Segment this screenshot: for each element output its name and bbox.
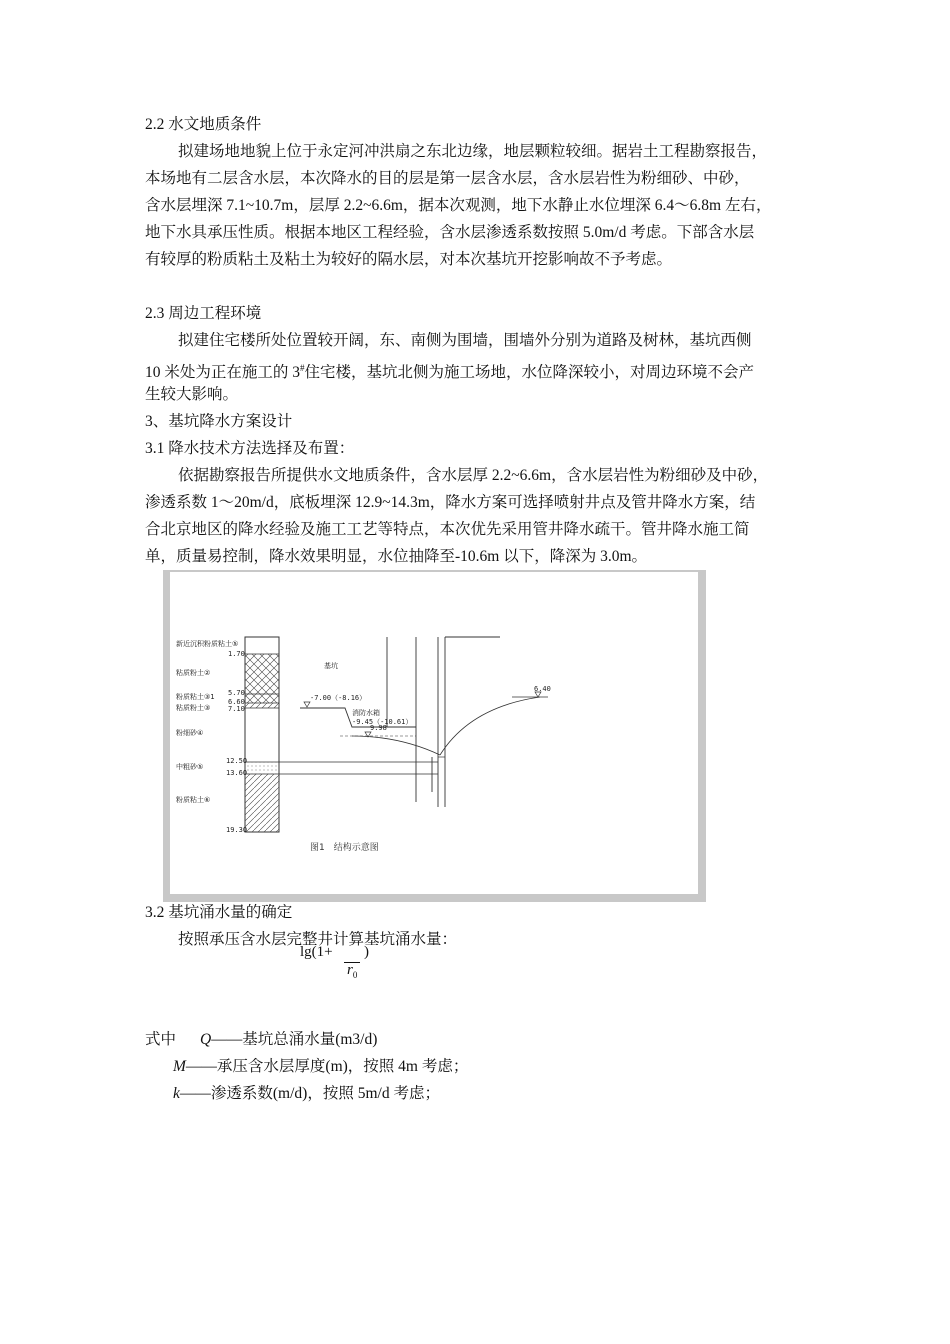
layer-label: 粉质粘土③1 <box>176 693 215 701</box>
pit-level: -7.00（-8.16） <box>310 694 367 702</box>
formula-paren: ) <box>364 944 369 960</box>
formula-lg: lg <box>300 944 312 960</box>
formula-denominator <box>347 962 357 980</box>
definition-text: ——承压含水层厚度(m)，按照 4m 考虑； <box>185 1058 469 1075</box>
paragraph-line: 含水层埋深 7.1~10.7m，层厚 2.2~6.6m，据本次观测，地下水静止水位埋深 6.4～6.8m 左右， <box>145 197 772 214</box>
definition-text: ——渗透系数(m/d)，按照 5m/d 考虑； <box>179 1085 440 1102</box>
layer-label: 粉质粘土⑥ <box>176 796 211 804</box>
paragraph-line: 拟建场地地貌上位于永定河冲洪扇之东北边缘，地层颗粒较细。据岩土工程勘察报告， <box>178 143 768 160</box>
definition-symbol: Q <box>200 1031 212 1048</box>
drawdown-curve <box>440 697 540 755</box>
layer-label: 中粗砂⑤ <box>176 763 204 771</box>
formula-sub: 0 <box>352 970 358 980</box>
depth-label: 1.70 <box>228 650 245 658</box>
soil-layer <box>245 774 279 832</box>
depth-label: 12.50 <box>226 757 248 765</box>
depth-label: 7.10 <box>228 705 245 713</box>
depth-label: 6.60 <box>228 698 245 706</box>
paragraph-line: 生较大影响。 <box>145 386 239 403</box>
definition-line <box>173 1084 440 1104</box>
formula-var: r <box>347 962 353 978</box>
depth-label: 19.30 <box>226 826 248 834</box>
section-heading-2-3: 2.3 周边工程环境 <box>145 305 262 322</box>
depth-label: 13.60 <box>226 769 248 777</box>
formula-text <box>300 944 333 961</box>
diagram-svg <box>170 572 698 894</box>
definition-text: ——基坑总涌水量(m3/d) <box>211 1031 378 1048</box>
superscript: # <box>300 363 305 373</box>
paragraph-line <box>145 358 754 383</box>
paragraph-line: 地下水具承压性质。根据本地区工程经验，含水层渗透系数按照 5.0m/d 考虑。下部含水层 <box>145 224 755 241</box>
paragraph-line: 按照承压含水层完整井计算基坑涌水量： <box>178 931 458 948</box>
section-heading-3-2: 3.2 基坑涌水量的确定 <box>145 904 293 921</box>
water-level: 6.40 <box>534 685 551 693</box>
layer-label: 粉细砂④ <box>176 729 204 737</box>
water-level: 9.98 <box>370 724 387 732</box>
pit-label: 基坑 <box>324 662 338 670</box>
figure-caption: 图1 结构示意图 <box>310 843 379 853</box>
layer-label: 粘质粉土② <box>176 669 211 677</box>
section-heading-2-2: 2.2 水文地质条件 <box>145 116 262 133</box>
figure-frame <box>163 570 706 902</box>
paragraph-line: 有较厚的粉质粘土及粘土为较好的隔水层，对本次基坑开挖影响故不予考虑。 <box>145 251 673 268</box>
paragraph-text: 住宅楼，基坑北侧为施工场地，水位降深较小，对周边环境不会产 <box>304 364 755 382</box>
definition-symbol: M <box>173 1058 186 1075</box>
tank-level: -9.45（-10.61） <box>352 718 413 726</box>
definition-symbol: k <box>173 1085 180 1102</box>
paragraph-line: 合北京地区的降水经验及施工工艺等特点，本次优先采用管井降水疏干。管井降水施工简 <box>145 521 750 538</box>
soil-layer <box>245 694 279 703</box>
layer-label: 新近沉积粉质粘土⑤ <box>176 640 239 648</box>
definition-prefix: 式中 <box>145 1031 177 1048</box>
section-heading-3-1: 3.1 降水技术方法选择及布置： <box>145 440 355 457</box>
depth-label: 5.70 <box>228 689 245 697</box>
soil-layer <box>245 762 279 774</box>
soil-layer <box>245 703 279 708</box>
layer-label: 粘质粉土③ <box>176 704 211 712</box>
paragraph-text: 10 米处为正在施工的 3 <box>145 364 301 382</box>
section-heading-3: 3、基坑降水方案设计 <box>145 413 293 430</box>
definition-line <box>173 1057 468 1077</box>
definition-line <box>145 1030 377 1050</box>
paragraph-line: 依据勘察报告所提供水文地质条件，含水层厚 2.2~6.6m，含水层岩性为粉细砂及中砂， <box>178 467 769 484</box>
paragraph-line: 本场地有二层含水层，本次降水的目的层是第一层含水层，含水层岩性为粉细砂、中砂， <box>145 170 750 187</box>
formula <box>300 944 390 984</box>
tank-label: 消防水箱 <box>352 709 380 717</box>
formula-paren: ( <box>311 944 317 960</box>
paragraph-line: 渗透系数 1～20m/d，底板埋深 12.9~14.3m，降水方案可选择喷射井点及管井降水方案，结 <box>145 494 756 511</box>
soil-layer <box>245 654 279 694</box>
paragraph-line: 拟建住宅楼所处位置较开阔，东、南侧为围墙，围墙外分别为道路及树林，基坑西侧 <box>178 332 752 349</box>
structure-diagram <box>170 572 698 894</box>
drawdown-curve <box>352 736 440 755</box>
formula-term: 1+ <box>316 944 333 960</box>
paragraph-line: 单，质量易控制，降水效果明显，水位抽降至-10.6m 以下，降深为 3.0m。 <box>145 548 648 565</box>
